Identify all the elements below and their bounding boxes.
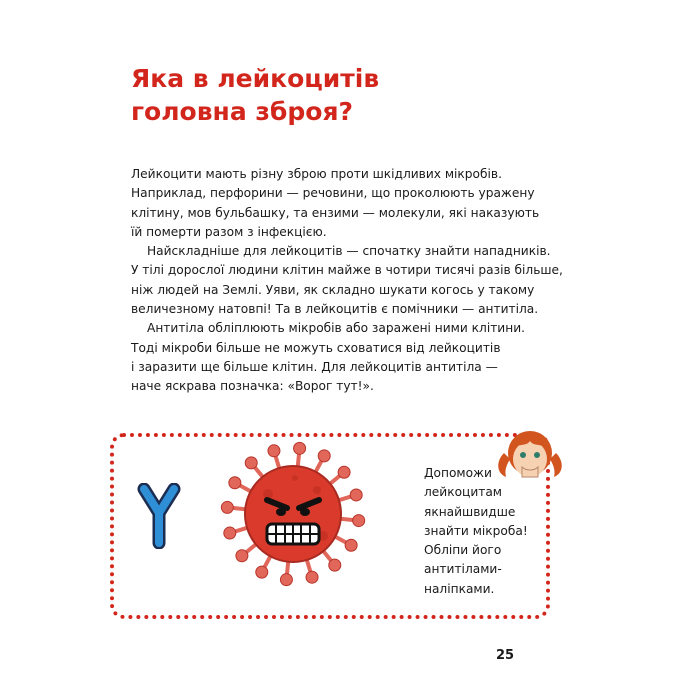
page-title-line-1: Яка в лейкоцитів (131, 64, 380, 93)
virus-spike-tip (345, 539, 357, 551)
body-line: Тоді мікроби більше не можуть сховатися від лейкоцитів (131, 340, 501, 355)
virus-spike-tip (221, 501, 233, 513)
virus-spike-tip (224, 527, 236, 539)
virus-spike-tip (236, 550, 248, 562)
virus-spike-tip (294, 442, 306, 454)
activity-line: наліпками. (424, 581, 495, 596)
activity-line: лейкоцитам (424, 485, 503, 500)
body-line: У тілі дорослої людини клітин майже в чотири тисячі разів більше, (131, 263, 563, 278)
virus-spike-tip (306, 571, 318, 583)
activity-line: якнайшвидше (424, 504, 516, 519)
page-number: 25 (496, 648, 515, 663)
body-line: величезному натовпі! Та в лейкоцитів є помічники — антитіла. (131, 302, 539, 317)
activity-line: знайти мікроба! (424, 523, 528, 538)
virus-spike-tip (318, 450, 330, 462)
activity-line: Допоможи (424, 466, 492, 480)
body-line: клітину, мов бульбашку, та ензими — молекули, які наказують (131, 205, 540, 220)
virus-spike-tip (268, 445, 280, 457)
virus-spike-tip (338, 466, 350, 478)
virus-spike-tip (256, 566, 268, 578)
virus-spike-tip (353, 515, 365, 527)
body-line: ніж людей на Землі. Уяви, як складно шукати когось у такому (131, 282, 535, 297)
virus-icon (213, 432, 373, 592)
body-text (131, 165, 563, 397)
virus-spike-tip (280, 574, 292, 586)
page-title (131, 62, 379, 128)
virus-spike-tip (245, 457, 257, 469)
activity-instruction (424, 464, 542, 599)
virus-spike-tip (329, 559, 341, 571)
body-line: Найскладніше для лейкоцитів — спочатку знайти нападників. (147, 244, 551, 259)
body-line: наче яскрава позначка: «Ворог тут!». (131, 379, 374, 394)
body-line: Лейкоцити мають різну зброю проти шкідливих мікробів. (131, 167, 502, 181)
body-line: і заразити ще більше клітин. Для лейкоцитів антитіла — (131, 359, 498, 374)
activity-line: антитілами- (424, 562, 502, 577)
body-line: Антитіла обліплюють мікробів або заражені ними клітини. (147, 321, 525, 336)
body-line: їй померти разом з інфекцією. (131, 224, 327, 239)
virus-spike-tip (229, 477, 241, 489)
virus-spike-tip (350, 489, 362, 501)
activity-line: Обліпи його (424, 543, 502, 558)
body-line: Наприклад, перфорини — речовини, що проколюють уражену (131, 186, 535, 201)
antibody-y-icon (136, 483, 182, 549)
page-title-line-2: головна зброя? (131, 97, 353, 126)
